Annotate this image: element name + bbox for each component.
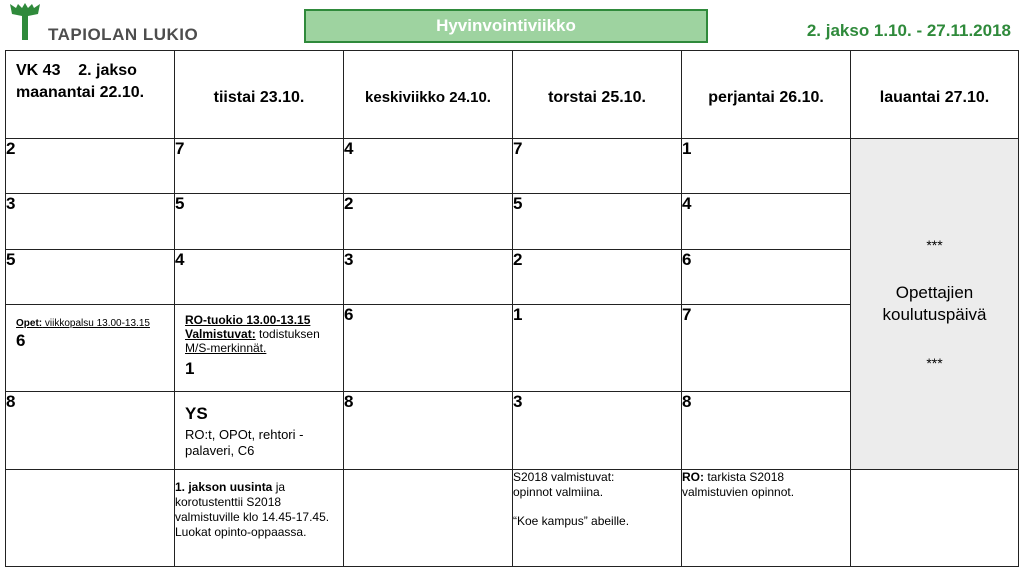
lesson-cell: 8 (682, 392, 851, 470)
retake-exam-label: 1. jakson uusinta (175, 480, 273, 494)
notes-cell-thursday (513, 470, 682, 567)
lesson-cell: 3 (513, 392, 682, 470)
lesson-cell: 2 (344, 194, 513, 250)
ys-cell (175, 392, 344, 470)
graduates-ready-note: S2018 valmistuvat: opinnot valmiina. (513, 470, 615, 499)
retake-exam-text: ja korotustenttii S2018 valmistuville klo 14.45-17.45. Luokat opinto-oppaassa. (175, 480, 330, 539)
lesson-cell: 1 (513, 305, 682, 392)
weekly-schedule-table (5, 50, 1019, 567)
monday-note-cell (6, 305, 175, 392)
notes-cell-saturday (851, 470, 1019, 567)
training-day-line1: Opettajien (895, 283, 974, 302)
lesson-cell: 8 (6, 392, 175, 470)
lesson-cell: 3 (344, 250, 513, 305)
week-label: VK 43 2. jakso (16, 62, 137, 79)
lesson-cell: 2 (6, 139, 175, 194)
school-logo (8, 2, 208, 46)
ro-label: RO: (682, 470, 704, 484)
teacher-meeting-note (6, 305, 174, 329)
saturday-training-day (851, 139, 1019, 470)
day-header-friday: perjantai 26.10. (682, 51, 851, 139)
lesson-cell: 7 (513, 139, 682, 194)
lesson-cell: 5 (513, 194, 682, 250)
notes-cell-tuesday (175, 470, 344, 567)
lesson-cell: 2 (513, 250, 682, 305)
teacher-meeting-time: viikkopalsu 13.00-13.15 (42, 318, 150, 329)
lesson-cell: 4 (175, 250, 344, 305)
day-header-thursday: torstai 25.10. (513, 51, 682, 139)
lesson-cell: 7 (175, 139, 344, 194)
tree-logo-icon (8, 2, 42, 42)
lesson-cell: 4 (682, 194, 851, 250)
lesson-cell: 1 (682, 139, 851, 194)
teachers-label: Opet: (16, 318, 43, 329)
notes-cell-monday (6, 470, 175, 567)
graduates-note (185, 327, 343, 341)
graduates-label: Valmistuvat: (185, 327, 256, 341)
week-theme-banner: Hyvinvointiviikko (304, 9, 708, 43)
training-day-line2: koulutuspäivä (882, 305, 987, 324)
graduates-note-line3: M/S-merkinnät. (185, 341, 267, 355)
day-header-tuesday: tiistai 23.10. (175, 51, 344, 139)
ys-description: RO:t, OPOt, rehtori -palaveri, C6 (185, 427, 304, 458)
day-label-monday: maanantai 22.10. (16, 84, 145, 101)
ro-session-note (175, 305, 343, 355)
lesson-cell: 7 (682, 305, 851, 392)
lesson-cell: 8 (344, 392, 513, 470)
lesson-number: 6 (16, 331, 26, 350)
lesson-cell: 4 (344, 139, 513, 194)
notes-row (6, 470, 1019, 567)
day-header-monday (6, 51, 175, 139)
header-row (6, 51, 1019, 139)
lesson-cell: 5 (175, 194, 344, 250)
notes-cell-friday (682, 470, 851, 567)
lesson-cell: 6 (344, 305, 513, 392)
notes-cell-wednesday (344, 470, 513, 567)
period-info: 2. jakso 1.10. - 27.11.2018 (806, 21, 1011, 40)
koe-kampus-note: “Koe kampus” abeille. (513, 514, 630, 528)
ys-label: YS (185, 404, 208, 423)
school-name: TAPIOLAN LUKIO (48, 25, 199, 44)
tuesday-note-cell (175, 305, 344, 392)
stars-top: *** (926, 237, 943, 253)
day-header-wednesday: keskiviikko 24.10. (344, 51, 513, 139)
day-header-saturday: lauantai 27.10. (851, 51, 1019, 139)
lesson-cell: 3 (6, 194, 175, 250)
schedule-row (6, 139, 1019, 194)
graduates-text: todistuksen (255, 327, 320, 341)
lesson-number: 1 (185, 359, 195, 378)
ro-session-time: RO-tuokio 13.00-13.15 (185, 313, 311, 327)
ro-check-text: tarkista S2018 valmistuvien opinnot. (682, 470, 795, 499)
lesson-cell: 6 (682, 250, 851, 305)
lesson-cell: 5 (6, 250, 175, 305)
stars-bottom: *** (926, 355, 943, 371)
